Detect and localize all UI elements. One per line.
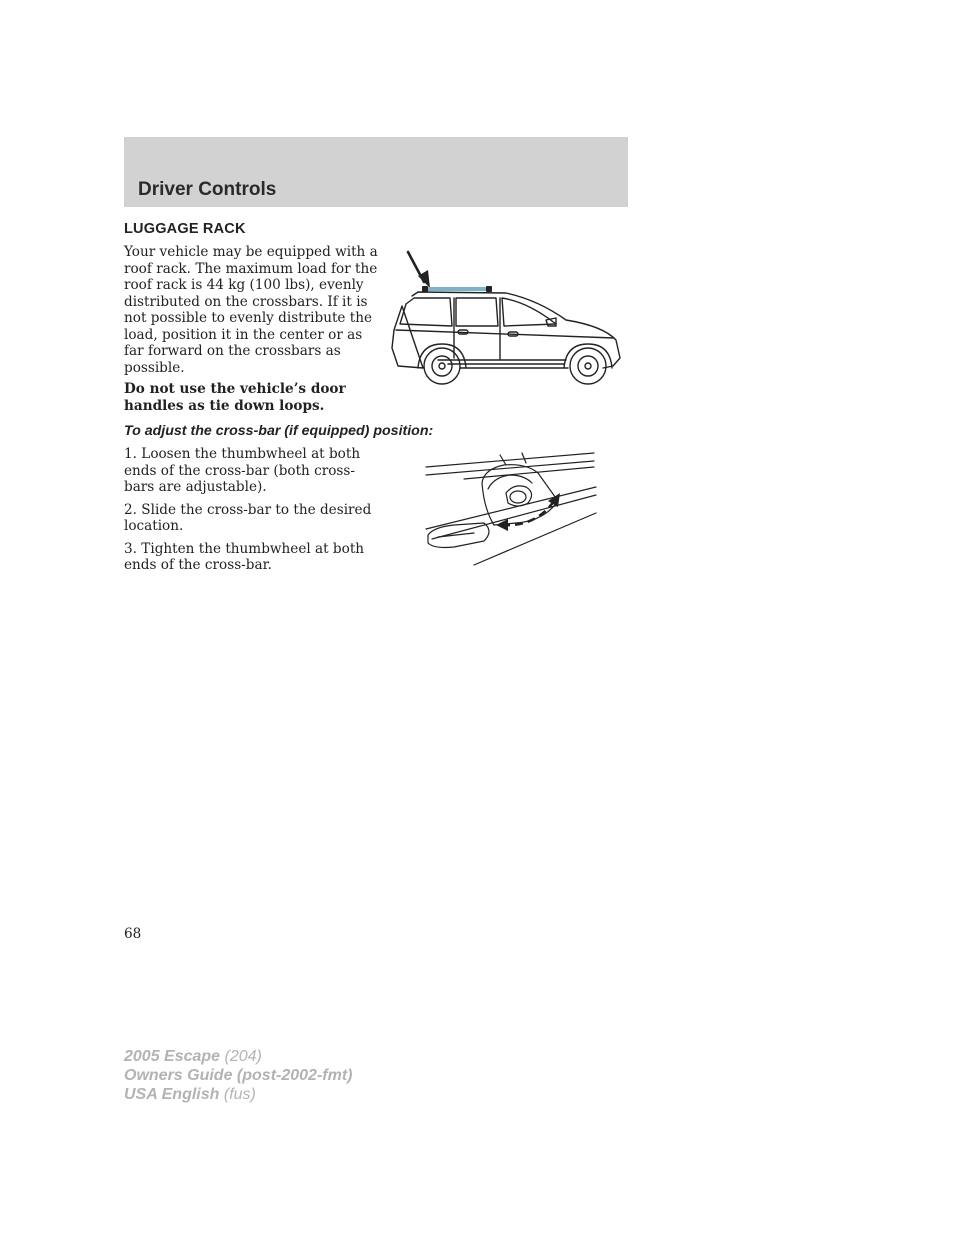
warning-paragraph: Do not use the vehicle’s door handles as tie down loops. [124,381,346,414]
footer-model-code: (204) [220,1048,262,1065]
intro-paragraph: Your vehicle may be equipped with a roof rack. The maximum load for the roof rack is 44 kg (100 lbs), evenly distributed on the crossbars. If it is not possible to evenly distribute the load, position it in the center or as far forward on the crossbars as possible. [124,244,378,376]
document-footer [124,1047,352,1104]
footer-language: USA English [124,1086,220,1103]
section-title: LUGGAGE RACK [124,221,246,237]
adjust-subheading: To adjust the cross-bar (if equipped) position: [124,423,434,439]
footer-language-code: (fus) [219,1086,256,1103]
steps-list [124,446,382,580]
footer-guide: Owners Guide (post-2002-fmt) [124,1067,353,1084]
footer-line-3 [124,1085,352,1104]
crossbar-thumbwheel-illustration [424,449,598,567]
page-number: 68 [124,926,142,942]
footer-line-2 [124,1066,352,1085]
footer-line-1 [124,1047,352,1066]
step-2: 2. Slide the cross-bar to the desired location. [124,501,372,534]
step-1: 1. Loosen the thumbwheel at both ends of the cross-bar (both cross-bars are adjustable). [124,446,361,495]
vehicle-roof-rack-illustration [388,248,628,388]
header-band [124,137,628,207]
header-title: Driver Controls [138,179,277,200]
footer-model: 2005 Escape [124,1048,221,1065]
step-3: 3. Tighten the thumbwheel at both ends of the cross-bar. [124,540,365,573]
